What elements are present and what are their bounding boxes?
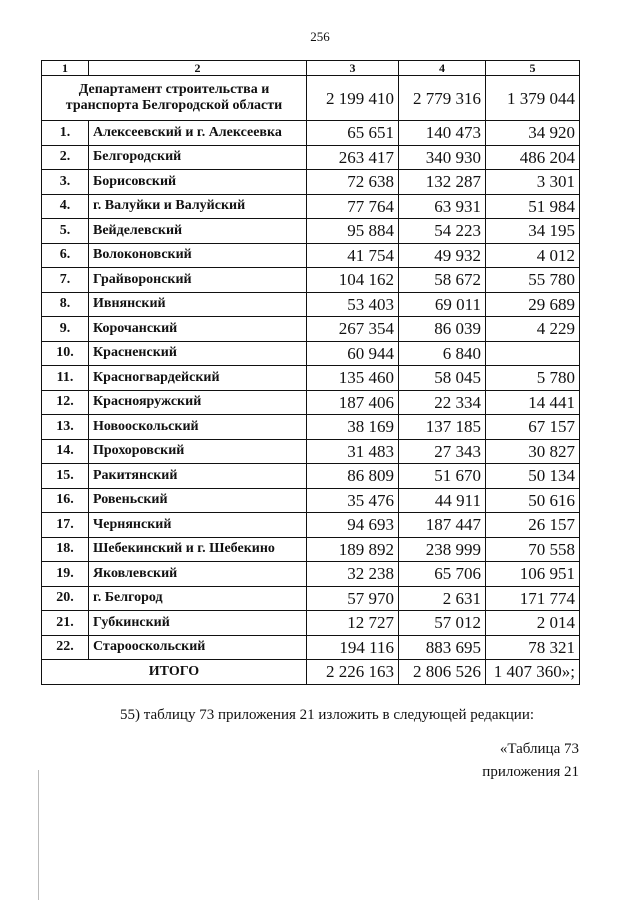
- value-col3: 12 727: [307, 611, 399, 636]
- row-number: 10.: [42, 341, 89, 366]
- row-number: 20.: [42, 586, 89, 611]
- table-row: [42, 390, 580, 415]
- table-row: [42, 537, 580, 562]
- district-name: Губкинский: [89, 611, 307, 636]
- value-col5: 70 558: [486, 537, 580, 562]
- table-row: [42, 317, 580, 342]
- value-col5: 51 984: [486, 194, 580, 219]
- row-number: 2.: [42, 145, 89, 170]
- row-number: 13.: [42, 415, 89, 440]
- district-name: Грайворонский: [89, 268, 307, 293]
- value-col3: 41 754: [307, 243, 399, 268]
- table-row: [42, 562, 580, 587]
- column-number: 3: [307, 61, 399, 76]
- district-name: Шебекинский и г. Шебекино: [89, 537, 307, 562]
- table-row: [42, 292, 580, 317]
- value-col3: 94 693: [307, 513, 399, 538]
- value-col4: 238 999: [399, 537, 486, 562]
- value-col3: 72 638: [307, 170, 399, 195]
- department-col5: 1 379 044: [486, 76, 580, 121]
- value-col5: 34 195: [486, 219, 580, 244]
- row-number: 22.: [42, 635, 89, 660]
- total-col4: 2 806 526: [399, 660, 486, 685]
- value-col5: 67 157: [486, 415, 580, 440]
- value-col3: 65 651: [307, 121, 399, 146]
- district-name: Волоконовский: [89, 243, 307, 268]
- total-col5: 1 407 360»;: [486, 660, 580, 685]
- row-number: 4.: [42, 194, 89, 219]
- value-col4: 44 911: [399, 488, 486, 513]
- value-col4: 58 045: [399, 366, 486, 391]
- scan-margin-mark: [38, 770, 39, 900]
- value-col3: 77 764: [307, 194, 399, 219]
- table-row: [42, 170, 580, 195]
- column-number: 1: [42, 61, 89, 76]
- table-row: [42, 513, 580, 538]
- value-col3: 35 476: [307, 488, 399, 513]
- value-col4: 49 932: [399, 243, 486, 268]
- district-name: Белгородский: [89, 145, 307, 170]
- total-col3: 2 226 163: [307, 660, 399, 685]
- row-number: 8.: [42, 292, 89, 317]
- value-col4: 63 931: [399, 194, 486, 219]
- value-col5: 50 616: [486, 488, 580, 513]
- value-col3: 86 809: [307, 464, 399, 489]
- table-row: [42, 611, 580, 636]
- table-row: [42, 586, 580, 611]
- value-col4: 51 670: [399, 464, 486, 489]
- value-col4: 6 840: [399, 341, 486, 366]
- value-col4: 137 185: [399, 415, 486, 440]
- value-col4: 54 223: [399, 219, 486, 244]
- row-number: 9.: [42, 317, 89, 342]
- department-col3: 2 199 410: [307, 76, 399, 121]
- district-name: Вейделевский: [89, 219, 307, 244]
- amendment-paragraph: 55) таблицу 73 приложения 21 изложить в следующей редакции:: [120, 707, 535, 723]
- table-row: [42, 243, 580, 268]
- department-col4: 2 779 316: [399, 76, 486, 121]
- row-number: 18.: [42, 537, 89, 562]
- district-name: Корочанский: [89, 317, 307, 342]
- value-col3: 135 460: [307, 366, 399, 391]
- value-col5: 5 780: [486, 366, 580, 391]
- row-number: 21.: [42, 611, 89, 636]
- row-number: 19.: [42, 562, 89, 587]
- value-col5: [486, 341, 580, 366]
- district-name: Чернянский: [89, 513, 307, 538]
- value-col4: 132 287: [399, 170, 486, 195]
- district-name: Прохоровский: [89, 439, 307, 464]
- value-col4: 58 672: [399, 268, 486, 293]
- value-col4: 2 631: [399, 586, 486, 611]
- column-number: 4: [399, 61, 486, 76]
- value-col3: 194 116: [307, 635, 399, 660]
- table-row: [42, 488, 580, 513]
- district-name: Красногвардейский: [89, 366, 307, 391]
- table-row: [42, 439, 580, 464]
- value-col4: 140 473: [399, 121, 486, 146]
- department-name: Департамент строительства и транспорта Белгородской области: [42, 76, 307, 121]
- row-number: 11.: [42, 366, 89, 391]
- row-number: 14.: [42, 439, 89, 464]
- table-row: [42, 366, 580, 391]
- district-name: Ивнянский: [89, 292, 307, 317]
- row-number: 6.: [42, 243, 89, 268]
- value-col3: 189 892: [307, 537, 399, 562]
- row-number: 3.: [42, 170, 89, 195]
- table-row: [42, 219, 580, 244]
- value-col3: 53 403: [307, 292, 399, 317]
- value-col5: 14 441: [486, 390, 580, 415]
- value-col3: 60 944: [307, 341, 399, 366]
- value-col3: 104 162: [307, 268, 399, 293]
- district-name: Ракитянский: [89, 464, 307, 489]
- value-col5: 106 951: [486, 562, 580, 587]
- department-row: [42, 76, 580, 121]
- district-name: Борисовский: [89, 170, 307, 195]
- budget-table: [41, 60, 580, 685]
- row-number: 1.: [42, 121, 89, 146]
- table-row: [42, 268, 580, 293]
- value-col5: 34 920: [486, 121, 580, 146]
- column-number: 2: [89, 61, 307, 76]
- table-row: [42, 341, 580, 366]
- district-name: Ровеньский: [89, 488, 307, 513]
- value-col3: 95 884: [307, 219, 399, 244]
- row-number: 17.: [42, 513, 89, 538]
- value-col5: 486 204: [486, 145, 580, 170]
- total-row: [42, 660, 580, 685]
- row-number: 16.: [42, 488, 89, 513]
- district-name: г. Белгород: [89, 586, 307, 611]
- value-col5: 26 157: [486, 513, 580, 538]
- value-col5: 2 014: [486, 611, 580, 636]
- column-number-row: [42, 61, 580, 76]
- value-col4: 65 706: [399, 562, 486, 587]
- column-number: 5: [486, 61, 580, 76]
- value-col3: 32 238: [307, 562, 399, 587]
- value-col5: 30 827: [486, 439, 580, 464]
- value-col3: 267 354: [307, 317, 399, 342]
- page-number: 256: [310, 29, 330, 44]
- value-col4: 69 011: [399, 292, 486, 317]
- value-col3: 263 417: [307, 145, 399, 170]
- value-col5: 171 774: [486, 586, 580, 611]
- district-name: Красненский: [89, 341, 307, 366]
- value-col3: 57 970: [307, 586, 399, 611]
- district-name: Новооскольский: [89, 415, 307, 440]
- table-row: [42, 121, 580, 146]
- value-col4: 86 039: [399, 317, 486, 342]
- value-col5: 4 012: [486, 243, 580, 268]
- row-number: 15.: [42, 464, 89, 489]
- total-label: ИТОГО: [42, 660, 307, 685]
- value-col5: 4 229: [486, 317, 580, 342]
- value-col5: 55 780: [486, 268, 580, 293]
- row-number: 7.: [42, 268, 89, 293]
- district-name: Краснояружский: [89, 390, 307, 415]
- table-caption-line2: приложения 21: [482, 764, 579, 780]
- table-row: [42, 194, 580, 219]
- table-row: [42, 415, 580, 440]
- value-col4: 27 343: [399, 439, 486, 464]
- district-name: Алексеевский и г. Алексеевка: [89, 121, 307, 146]
- table-row: [42, 464, 580, 489]
- district-name: Яковлевский: [89, 562, 307, 587]
- value-col4: 57 012: [399, 611, 486, 636]
- district-name: Старооскольский: [89, 635, 307, 660]
- value-col3: 38 169: [307, 415, 399, 440]
- row-number: 5.: [42, 219, 89, 244]
- value-col3: 31 483: [307, 439, 399, 464]
- table-caption-line1: «Таблица 73: [499, 741, 579, 757]
- value-col4: 22 334: [399, 390, 486, 415]
- value-col5: 3 301: [486, 170, 580, 195]
- value-col5: 50 134: [486, 464, 580, 489]
- value-col4: 340 930: [399, 145, 486, 170]
- value-col5: 78 321: [486, 635, 580, 660]
- value-col5: 29 689: [486, 292, 580, 317]
- district-name: г. Валуйки и Валуйский: [89, 194, 307, 219]
- table-row: [42, 635, 580, 660]
- row-number: 12.: [42, 390, 89, 415]
- value-col4: 187 447: [399, 513, 486, 538]
- table-row: [42, 145, 580, 170]
- value-col4: 883 695: [399, 635, 486, 660]
- value-col3: 187 406: [307, 390, 399, 415]
